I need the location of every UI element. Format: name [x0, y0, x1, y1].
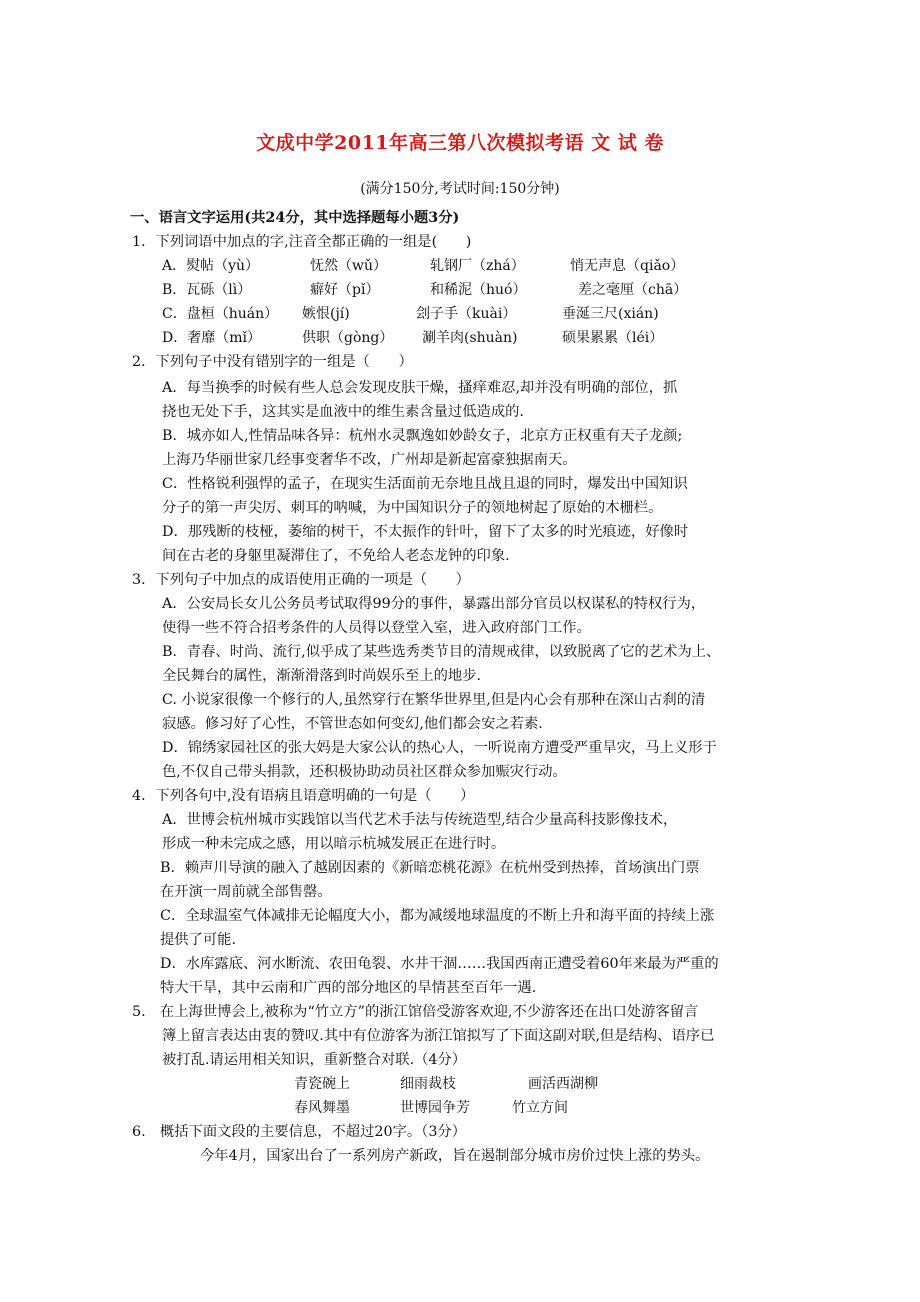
- q1-option-a-4: 悄无声息（qiǎo）: [570, 258, 685, 274]
- q1-option-b-4: 差之毫厘（chā）: [578, 282, 688, 298]
- q4-line-3: B．赖声川导演的融入了越剧因素的《新暗恋桃花源》在杭州受到热捧，首场演出门票: [160, 860, 700, 876]
- q1-option-b-1: B．瓦砾（lì）: [162, 282, 252, 298]
- q3-line-2: 使得一些不符合招考条件的人员得以登堂入室，进入政府部门工作。: [162, 620, 591, 636]
- q4-stem: 4．下列各句中,没有语病且语意明确的一句是（ ）: [132, 788, 475, 804]
- q2-line-8: 间在古老的身躯里凝滞住了，不免给人老态龙钟的印象.: [162, 548, 510, 564]
- q6-line-1: 6. 概括下面文段的主要信息，不超过20字。（3分）: [132, 1124, 467, 1140]
- q4-line-5: C．全球温室气体减排无论幅度大小，都为减缓地球温度的不断上升和海平面的持续上涨: [160, 908, 715, 924]
- q3-line-3: B．青春、时尚、流行,似乎成了某些选秀类节目的清规戒律，以致脱离了它的艺术为上、: [162, 644, 721, 660]
- q1-option-d-1: D．奢靡（mǐ）: [162, 330, 261, 346]
- q4-line-8: 特大干旱，其中云南和广西的部分地区的旱情甚至百年一遇.: [160, 980, 537, 996]
- q4-line-4: 在开演一周前就全部售罄。: [160, 884, 332, 900]
- q2-line-3: B．城亦如人,性情品味各异：杭州水灵飘逸如妙龄女子，北京方正权重有天子龙颜;: [162, 428, 683, 444]
- q4-line-1: A．世博会杭州城市实践馆以当代艺术手法与传统造型,结合少量高科技影像技术，: [162, 812, 678, 828]
- q2-line-1: A．每当换季的时候有些人总会发现皮肤干燥，搔痒难忍,却并没有明确的部位，抓: [162, 380, 678, 396]
- q1-option-a-3: 轧钢厂（zhá）: [430, 258, 525, 274]
- couplet-fragment: 细雨裁枝: [400, 1076, 456, 1092]
- q1-option-c-3: 刽子手（kuài）: [416, 306, 517, 322]
- q4-line-2: 形成一种未完成之感，用以暗示杭城发展正在进行时。: [162, 836, 506, 852]
- q6-line-2: 今年4月，国家出台了一系列房产新政，旨在遏制部分城市房价过快上涨的势头。: [200, 1148, 710, 1164]
- q3-line-4: 全民舞台的属性，渐渐滑落到时尚娱乐至上的地步.: [162, 668, 482, 684]
- q5-line-3: 被打乱.请运用相关知识，重新整合对联.（4分）: [162, 1052, 467, 1068]
- couplet-fragment: 青瓷碗上: [294, 1076, 350, 1092]
- q2-stem: 2．下列句子中没有错别字的一组是（ ）: [132, 354, 413, 370]
- q5-line-1: 5. 在上海世博会上,被称为“竹立方”的浙江馆倍受游客欢迎,不少游客还在出口处游客留言: [132, 1004, 699, 1020]
- q1-option-b-2: 癖好（pǐ）: [310, 282, 380, 298]
- couplet-fragment: 春风舞墨: [294, 1100, 350, 1116]
- q2-line-7: D．那残断的枝桠，萎缩的树干，不太振作的针叶，留下了太多的时光痕迹，好像时: [162, 524, 689, 540]
- page-subtitle: (满分150分,考试时间:150分钟): [360, 181, 560, 197]
- q1-option-b-3: 和稀泥（huó）: [430, 282, 527, 298]
- q3-line-8: 色,不仅自己带头捐款，还积极协助动员社区群众参加赈灾行动。: [162, 764, 567, 780]
- q1-option-d-4: 硕果累累（léi）: [562, 330, 664, 346]
- section-heading: 一、语言文字运用(共24分，其中选择题每小题3分): [130, 210, 460, 226]
- q2-line-5: C．性格锐利强悍的孟子，在现实生活面前无奈地且战且退的同时，爆发出中国知识: [162, 476, 688, 492]
- q4-line-7: D．水库露底、河水断流、农田龟裂、水井干涸……我国西南正遭受着60年来最为严重的: [160, 956, 719, 972]
- q1-option-a-1: A．熨帖（yù）: [162, 258, 260, 274]
- q3-line-7: D．锦绣家园社区的张大妈是大家公认的热心人，一听说南方遭受严重旱灾，马上义形于: [162, 740, 717, 756]
- q1-option-c-2: 嫉恨(jí): [302, 306, 350, 322]
- q1-option-c-4: 垂涎三尺(xián): [562, 306, 659, 322]
- q3-line-1: A．公安局长女儿公务员考试取得99分的事件，暴露出部分官员以权谋私的特权行为，: [162, 596, 706, 612]
- q2-line-4: 上海乃华丽世家几经事变奢华不改，广州却是新起富豪独据南天。: [162, 452, 577, 468]
- couplet-fragment: 世博园争芳: [400, 1100, 470, 1116]
- q1-stem: 1．下列词语中加点的字,注音全都正确的一组是( ): [132, 234, 472, 250]
- q1-option-d-2: 供职（gòng）: [302, 330, 394, 346]
- couplet-fragment: 画活西湖柳: [528, 1076, 598, 1092]
- q5-line-2: 簿上留言表达由衷的赞叹.其中有位游客为浙江馆拟写了下面这副对联,但是结构、语序已: [162, 1028, 715, 1044]
- q3-stem: 3．下列句子中加点的成语使用正确的一项是（ ）: [132, 572, 470, 588]
- q2-line-6: 分子的第一声尖厉、刺耳的呐喊，为中国知识分子的领地树起了原始的木栅栏。: [162, 500, 663, 516]
- q4-line-6: 提供了可能.: [160, 932, 237, 948]
- couplet-fragment: 竹立方间: [512, 1100, 568, 1116]
- q1-option-c-1: C．盘桓（huán）: [162, 306, 279, 322]
- q1-option-a-2: 怃然（wǔ）: [310, 258, 387, 274]
- page-title: 文成中学2011年高三第八次模拟考语 文 试 卷: [256, 132, 664, 154]
- q1-option-d-3: 涮羊肉(shuàn): [422, 330, 518, 346]
- q2-line-2: 挠也无处下手，这其实是血液中的维生素含量过低造成的.: [162, 404, 524, 420]
- q3-line-6: 寂感。修习好了心性，不管世态如何变幻,他们都会安之若素.: [162, 716, 543, 732]
- q3-line-5: C. 小说家很像一个修行的人,虽然穿行在繁华世界里,但是内心会有那种在深山古刹的清: [162, 692, 706, 708]
